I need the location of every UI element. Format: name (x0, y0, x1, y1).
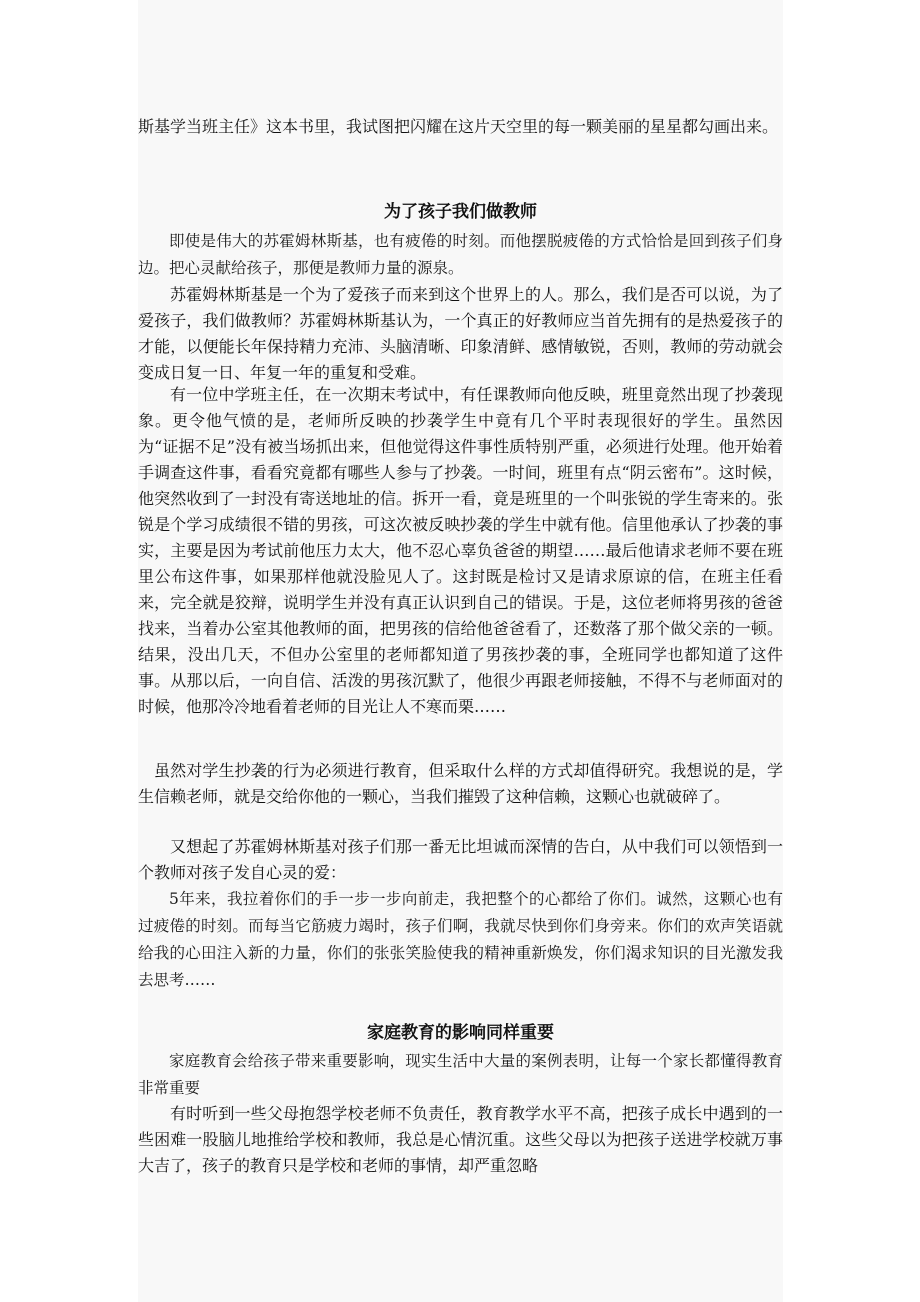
section1-paragraph-2: 有一位中学班主任，在一次期末考试中，有任课教师向他反映，班里竟然出现了抄袭现象。更令他气愤的是，老师所反映的抄袭学生中竟有几个平时表现很好的学生。虽然因为“证据不足”没有被当场抓出来，但他觉得这件事性质特别严重，必须进行处理。他开始着手调查这件事，看看究竟都有哪些人参与了抄袭。一时间，班里有点“阴云密布”。这时候，他突然收到了一封没有寄送地址的信。拆开一看，竟是班里的一个叫张锐的学生寄来的。张锐是个学习成绩很不错的男孩，可这次被反映抄袭的学生中就有他。信里他承认了抄袭的事实，主要是因为考试前他压力太大，他不忍心辜负爸爸的期望……最后他请求老师不要在班里公布这件事，如果那样他就没脸见人了。这封既是检讨又是请求原谅的信，在班主任看来，完全就是狡辩，说明学生并没有真正认识到自己的错误。于是，这位老师将男孩的爸爸找来，当着办公室其他教师的面，把男孩的信给他爸爸看了，还数落了那个做父亲的一顿。结果，没出几天，不但办公室里的老师都知道了男孩抄袭的事，全班同学也都知道了这件事。从那以后，一向自信、活泼的男孩沉默了，他很少再跟老师接触，不得不与老师面对的时候，他那冷冷地看着老师的目光让人不寒而栗…… (138, 385, 783, 716)
section1-paragraph-4: 又想起了苏霍姆林斯基对孩子们那一番无比坦诚而深情的告白，从中我们可以领悟到一个教师对孩子发自心灵的爱： (138, 837, 783, 882)
section1-lead: 即使是伟大的苏霍姆林斯基，也有疲倦的时刻。而他摆脱疲倦的方式恰恰是回到孩子们身边。把心灵献给孩子，那便是教师力量的源泉。 (138, 232, 783, 277)
intro-paragraph-tail: 斯基学当班主任》这本书里，我试图把闪耀在这片天空里的每一颗美丽的星星都勾画出来。 (138, 117, 779, 136)
section1-paragraph-1: 苏霍姆林斯基是一个为了爱孩子而来到这个世界上的人。那么，我们是否可以说，为了爱孩子，我们做教师？苏霍姆林斯基认为，一个真正的好教师应当首先拥有的是热爱孩子的才能，以便能长年保持精力充沛、头脑清晰、印象清鲜、感情敏锐，否则，教师的劳动就会变成日复一日、年复一年的重复和受难。 (138, 285, 783, 382)
section2-paragraph-1: 有时听到一些父母抱怨学校老师不负责任，教育教学水平不高，把孩子成长中遇到的一些困难一股脑儿地推给学校和教师，我总是心情沉重。这些父母以为把孩子送进学校就万事大吉了，孩子的教育只是学校和老师的事情，却严重忽略 (138, 1104, 783, 1175)
section2-lead: 家庭教育会给孩子带来重要影响，现实生活中大量的案例表明，让每一个家长都懂得教育非常重要 (138, 1052, 783, 1097)
section-title-teachers: 为了孩子我们做教师 (384, 202, 537, 222)
section1-paragraph-3: 虽然对学生抄袭的行为必须进行教育，但采取什么样的方式却值得研究。我想说的是，学生信赖老师，就是交给你他的一颗心，当我们摧毁了这种信赖，这颗心也就破碎了。 (138, 761, 783, 806)
section-title-family-education: 家庭教育的影响同样重要 (367, 1023, 554, 1043)
document-page (138, 0, 783, 1302)
section1-quote: 5年来，我拉着你们的手一步一步向前走，我把整个的心都给了你们。诚然，这颗心也有过疲倦的时刻。而每当它筋疲力竭时，孩子们啊，我就尽快到你们身旁来。你们的欢声笑语就给我的心田注入新的力量，你们的张张笑脸使我的精神重新焕发，你们渴求知识的目光激发我去思考…… (138, 890, 783, 989)
